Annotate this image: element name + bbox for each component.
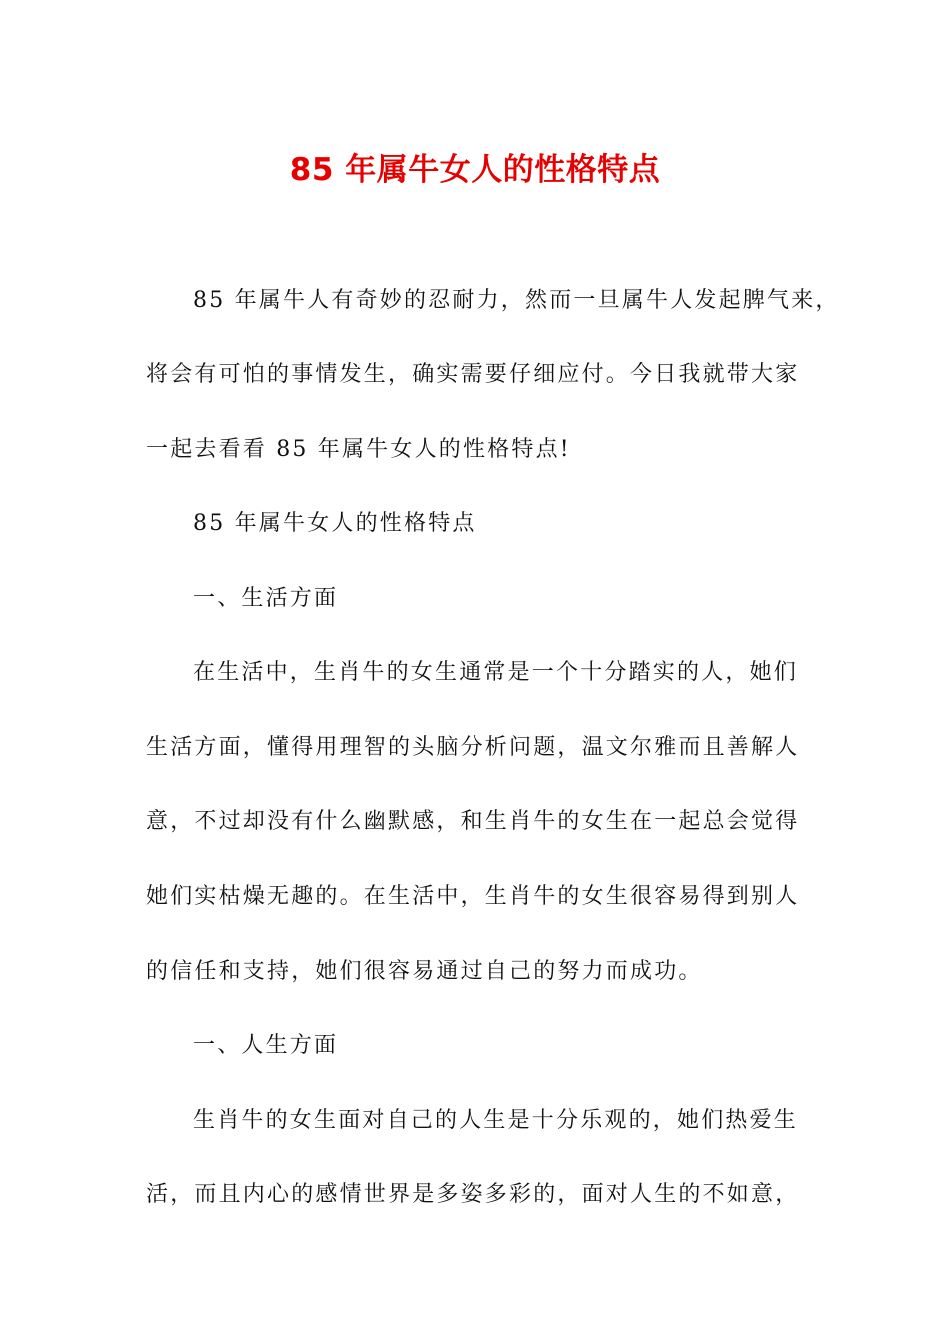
paragraph-line: 生肖牛的女生面对自己的人生是十分乐观的，她们热爱生 [193, 1108, 799, 1133]
paragraph-line: 一起去看看 85 年属牛女人的性格特点! [146, 437, 571, 462]
paragraph-line: 的信任和支持，她们很容易通过自己的努力而成功。 [146, 959, 703, 984]
section-heading: 一、人生方面 [193, 1033, 339, 1058]
document-title: 85 年属牛女人的性格特点 [289, 152, 661, 188]
section-heading: 85 年属牛女人的性格特点 [193, 511, 477, 536]
paragraph-line: 她们实枯燥无趣的。在生活中，生肖牛的女生很容易得到别人 [146, 884, 800, 909]
section-heading: 一、生活方面 [193, 586, 339, 611]
paragraph-line: 在生活中，生肖牛的女生通常是一个十分踏实的人，她们 [193, 660, 799, 685]
paragraph-line: 生活方面，懂得用理智的头脑分析问题，温文尔雅而且善解人 [146, 735, 800, 760]
paragraph-line: 将会有可怕的事情发生，确实需要仔细应付。今日我就带大家 [146, 362, 800, 387]
paragraph-line: 85 年属牛人有奇妙的忍耐力，然而一旦属牛人发起脾气来， [193, 288, 840, 313]
paragraph-line: 活，而且内心的感情世界是多姿多彩的，面对人生的不如意， [146, 1182, 800, 1207]
paragraph-line: 意，不过却没有什么幽默感，和生肖牛的女生在一起总会觉得 [146, 809, 800, 834]
